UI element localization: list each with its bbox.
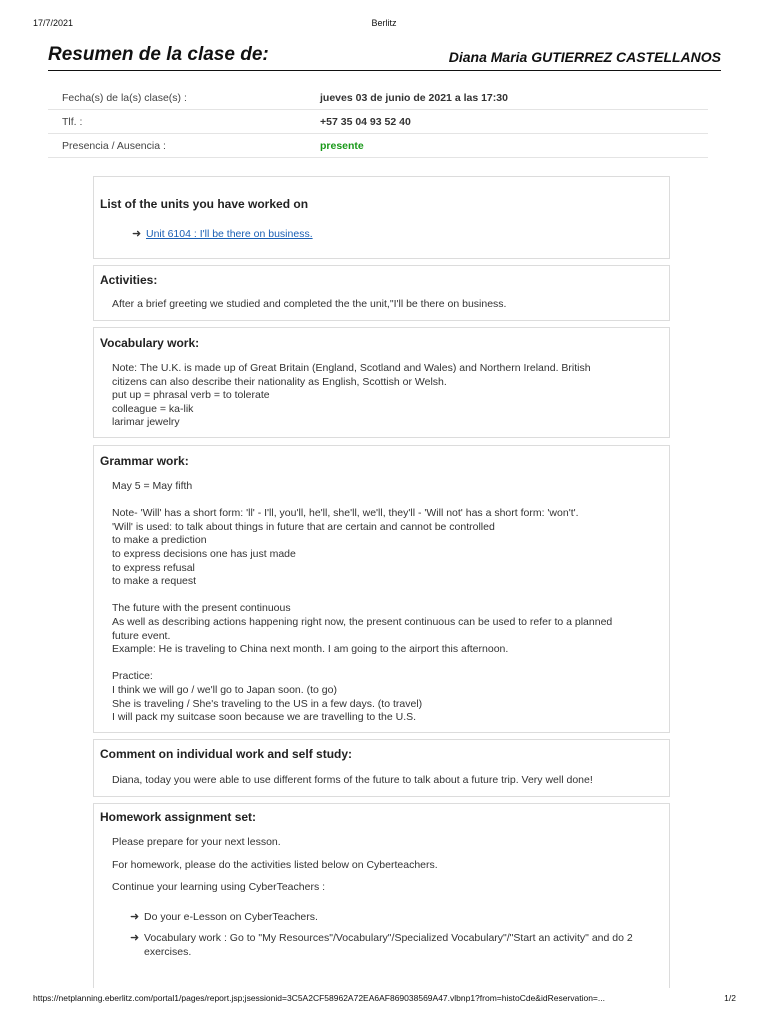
grammar-line: Practice: — [112, 670, 153, 683]
unit-list-item — [132, 228, 659, 242]
comment-body — [112, 774, 659, 788]
homework-list — [112, 911, 659, 960]
vocabulary-line: put up = phrasal verb = to tolerate — [112, 389, 270, 402]
homework-body — [112, 836, 659, 968]
arrow-right-icon: ➜ — [132, 228, 142, 240]
grammar-line: to make a prediction — [112, 534, 207, 547]
vocabulary-line: citizens can also describe their nationality as English, Scottish or Welsh. — [112, 375, 447, 388]
grammar-line: to express refusal — [112, 561, 195, 574]
print-date: 17/7/2021 — [33, 18, 74, 28]
vocabulary-heading: Vocabulary work: — [100, 336, 200, 350]
grammar-line: The future with the present continuous — [112, 602, 291, 615]
units-heading: List of the units you have worked on — [100, 197, 309, 211]
grammar-section — [93, 445, 670, 733]
homework-paragraph: Continue your learning using CyberTeachers : — [112, 881, 326, 894]
grammar-line: She is traveling / She's traveling to the US in a few days. (to travel) — [112, 697, 423, 710]
activities-text — [112, 298, 659, 312]
grammar-heading: Grammar work: — [100, 454, 189, 468]
homework-list-item — [130, 911, 659, 925]
arrow-right-icon: ➜ — [130, 910, 140, 923]
unit-link[interactable]: Unit 6104 : I'll be there on business. — [146, 228, 313, 240]
grammar-line: 'Will' is used: to talk about things in future that are certain and cannot be controlled — [112, 520, 495, 533]
class-info-table — [48, 86, 708, 158]
page-url: https://netplanning.eberlitz.com/portal1/pages/report.jsp;jsessionid=3C5A2CF58962A72EA6AF869038569A47.vlbnp1?from=histoCde&idReservation=... — [33, 993, 605, 1003]
arrow-right-icon: ➜ — [130, 932, 140, 945]
info-row-date — [48, 86, 708, 110]
vocabulary-section — [93, 327, 670, 438]
units-list — [132, 228, 659, 242]
grammar-line: Note- 'Will' has a short form: 'll' - I'll, you'll, he'll, she'll, we'll, they'll - 'Will not' has a short form: 'won't'. — [112, 507, 579, 520]
grammar-line: I will pack my suitcase soon because we are travelling to the U.S. — [112, 711, 417, 724]
grammar-body — [112, 480, 659, 725]
vocabulary-body — [112, 362, 659, 430]
grammar-line: May 5 = May fifth — [112, 480, 193, 492]
comment-heading: Comment on individual work and self study: — [100, 747, 353, 761]
info-row-phone — [48, 110, 708, 134]
report-title: Resumen de la clase de: — [48, 44, 269, 65]
homework-heading: Homework assignment set: — [100, 810, 257, 824]
grammar-line: As well as describing actions happening right now, the present continuous can be used to refer to a planned — [112, 615, 613, 628]
student-name: Diana Maria GUTIERREZ CASTELLANOS — [448, 49, 721, 65]
vocabulary-line: larimar jewelry — [112, 416, 180, 429]
homework-item-text: Do your e-Lesson on CyberTeachers. — [144, 910, 318, 923]
info-value: +57 35 04 93 52 40 — [320, 110, 708, 134]
vocabulary-line: colleague = ka-lik — [112, 402, 194, 415]
info-label: Tlf. : — [48, 110, 320, 134]
homework-section — [93, 803, 670, 988]
info-label: Fecha(s) de la(s) clase(s) : — [48, 86, 320, 110]
comment-paragraph: Diana, today you were able to use different forms of the future to talk about a future trip. Very well done! — [112, 774, 593, 786]
activities-paragraph: After a brief greeting we studied and completed the the unit,"I'll be there on business. — [112, 298, 507, 310]
grammar-line: future event. — [112, 629, 171, 642]
comment-section — [93, 739, 670, 797]
homework-paragraph: Please prepare for your next lesson. — [112, 836, 281, 848]
grammar-line: to make a request — [112, 575, 197, 588]
homework-item-text: Vocabulary work : Go to "My Resources"/Vocabulary"/Specialized Vocabulary"/"Start an activity" and do 2 exercises. — [144, 932, 633, 958]
units-section — [93, 176, 670, 259]
grammar-line: Example: He is traveling to China next month. I am going to the airport this afternoon. — [112, 643, 509, 656]
attendance-status: presente — [320, 134, 708, 158]
info-row-attendance — [48, 134, 708, 158]
grammar-line: I think we will go / we'll go to Japan soon. (to go) — [112, 683, 337, 696]
activities-section — [93, 265, 670, 321]
homework-list-item — [130, 932, 659, 959]
print-site-title: Berlitz — [371, 18, 397, 28]
report-title-row — [48, 44, 721, 71]
activities-heading: Activities: — [100, 273, 158, 287]
grammar-line: to express decisions one has just made — [112, 547, 296, 560]
page-number: 1/2 — [724, 993, 736, 1003]
vocabulary-line: Note: The U.K. is made up of Great Britain (England, Scotland and Wales) and Northern Ireland. British — [112, 362, 591, 374]
info-label: Presencia / Ausencia : — [48, 134, 320, 158]
homework-paragraph: For homework, please do the activities listed below on Cyberteachers. — [112, 858, 438, 871]
info-value: jueves 03 de junio de 2021 a las 17:30 — [320, 86, 708, 110]
